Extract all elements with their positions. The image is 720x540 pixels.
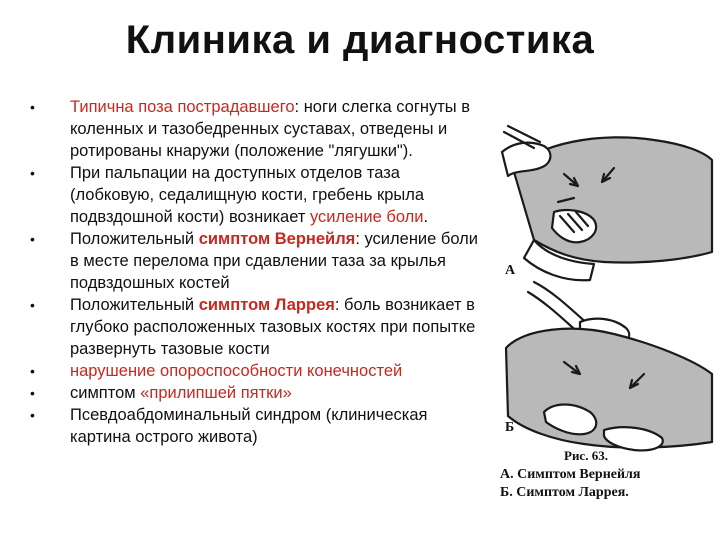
bullet-highlight: «прилипшей пятки» bbox=[140, 384, 292, 402]
bullet-item bbox=[28, 96, 488, 162]
bullet-text: симптом bbox=[70, 384, 141, 402]
bullet-item bbox=[28, 404, 488, 448]
slide-title: Клиника и диагностика bbox=[125, 18, 595, 62]
bullet-marker: • bbox=[30, 99, 35, 115]
bullet-text: Положительный bbox=[70, 296, 199, 314]
figure-caption bbox=[500, 466, 715, 502]
illustration-b bbox=[506, 282, 712, 450]
bullet-item bbox=[28, 294, 488, 360]
caption-line-a: А. Симптом Вернейля bbox=[500, 467, 641, 482]
bullet-item bbox=[28, 162, 488, 228]
bullet-list bbox=[28, 96, 488, 448]
illustration-a bbox=[502, 126, 712, 280]
figure-label-b: Б bbox=[505, 420, 515, 435]
bullet-highlight: симптом Ларрея bbox=[198, 296, 335, 314]
bullet-item bbox=[28, 382, 488, 404]
bullet-highlight: симптом Вернейля bbox=[198, 230, 356, 248]
bullet-marker: • bbox=[30, 297, 35, 313]
bullet-text: Псевдоабдоминальный синдром (клиническая картина острого живота) bbox=[70, 406, 428, 446]
bullet-text: При пальпации на доступных отделов таза (лобковую, седалищную кости, гребень крыла подвздошной кости) возникает bbox=[70, 164, 425, 226]
bullet-text: : усиление боли в месте перелома при сдавлении таза за крылья подвздошных костей bbox=[70, 230, 479, 292]
bullet-highlight: усиление боли bbox=[309, 208, 424, 226]
figure-label-a: А bbox=[505, 263, 516, 278]
bullet-marker: • bbox=[30, 165, 35, 181]
bullet-highlight: нарушение опороспособности конечностей bbox=[70, 362, 403, 380]
bullet-text: : ноги слегка согнуты в коленных и тазобедренных суставах, отведены и ротированы кнаружи (положение "лягушки"). bbox=[70, 98, 470, 160]
bullet-text: Положительный bbox=[70, 230, 199, 248]
bullet-marker: • bbox=[30, 407, 35, 423]
bullet-marker: • bbox=[30, 363, 35, 379]
bullet-marker: • bbox=[30, 231, 35, 247]
bullet-text: : боль возникает в глубоко расположенных тазовых костях при попытке развернуть тазовые кости bbox=[70, 296, 476, 358]
bullet-item bbox=[28, 360, 488, 382]
bullet-highlight: Типична поза пострадавшего bbox=[70, 98, 295, 116]
bullet-item bbox=[28, 228, 488, 294]
bullet-text: . bbox=[423, 208, 429, 226]
bullet-marker: • bbox=[30, 385, 35, 401]
figure-number: Рис. 63. bbox=[564, 448, 608, 463]
caption-line-b: Б. Симптом Ларрея. bbox=[500, 485, 629, 500]
